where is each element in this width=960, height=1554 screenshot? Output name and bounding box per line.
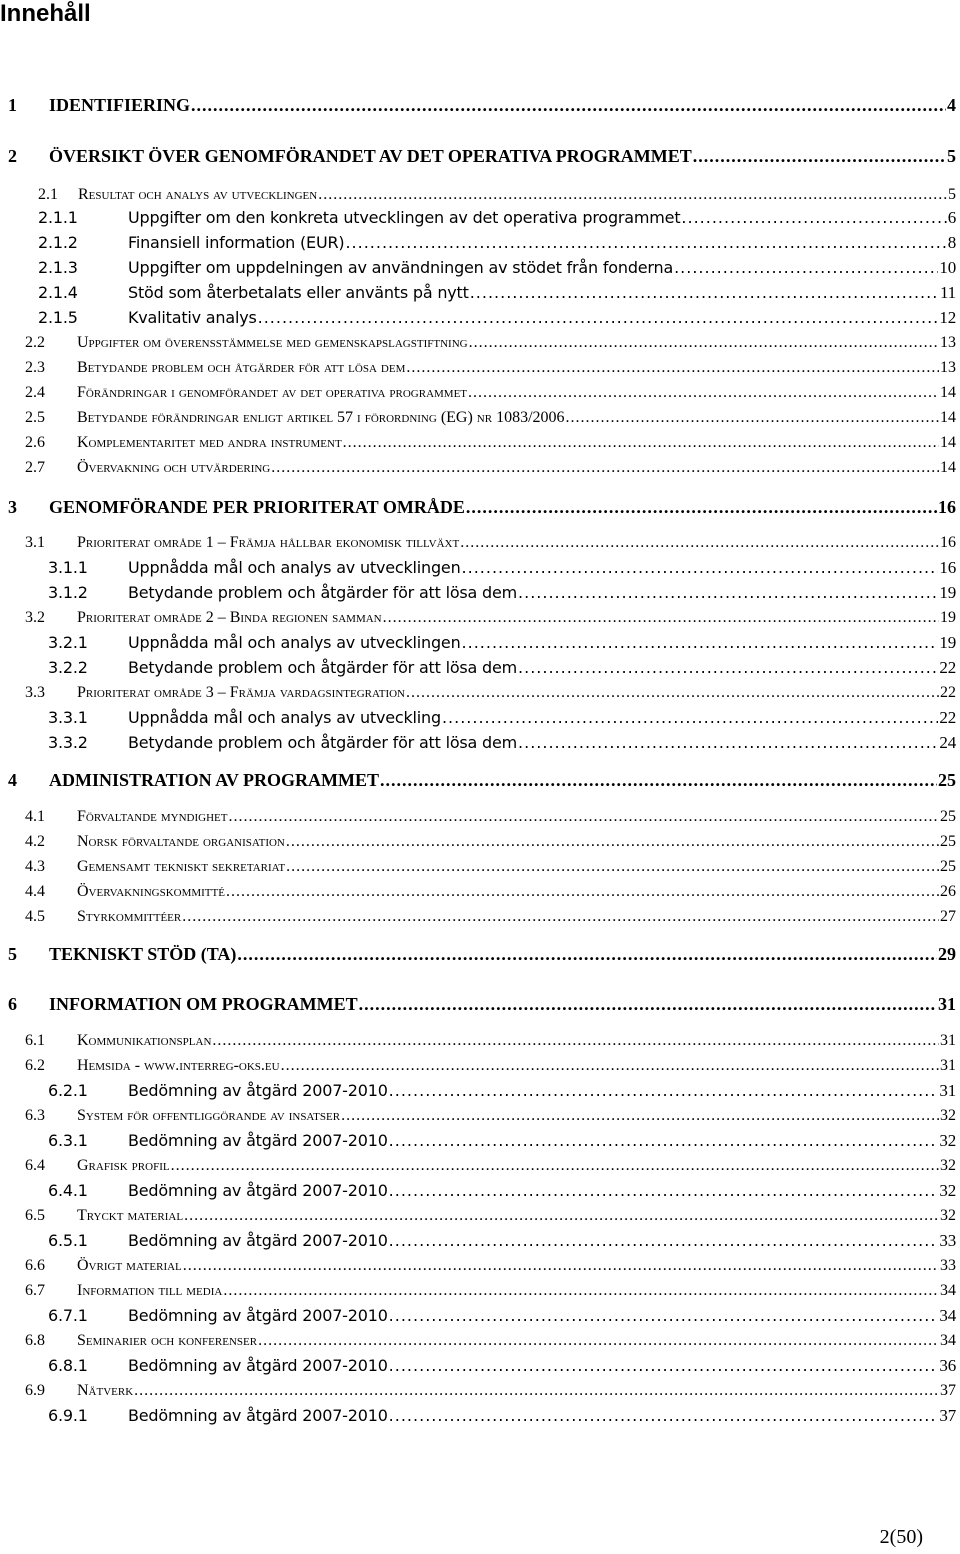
toc-entry[interactable] <box>0 707 960 729</box>
toc-entry-number: 6.5 <box>25 1207 45 1224</box>
toc-leader-dots <box>258 1330 939 1352</box>
toc-entry[interactable] <box>0 1305 960 1327</box>
toc-entry[interactable] <box>0 769 960 791</box>
toc-entry-title: Grafisk profil <box>77 1157 170 1174</box>
toc-entry[interactable] <box>0 357 960 379</box>
toc-entry-number: 3.1.2 <box>48 583 88 602</box>
toc-entry-number: 2.5 <box>25 409 45 426</box>
toc-entry[interactable] <box>0 732 960 754</box>
toc-entry-title: Resultat och analys av utvecklingen <box>78 186 318 203</box>
toc-entry-title: Betydande problem och åtgärder för att lösa dem <box>128 583 518 602</box>
toc-entry-page: 13 <box>940 359 956 376</box>
toc-entry[interactable] <box>0 145 960 167</box>
toc-entry-page: 10 <box>939 258 956 277</box>
toc-entry-title: Nätverk <box>77 1382 134 1399</box>
toc-entry-number: 6 <box>8 994 17 1014</box>
toc-leader-dots <box>226 881 939 903</box>
toc-entry-page: 27 <box>940 908 956 925</box>
toc-entry-number: 3.1.1 <box>48 558 88 577</box>
toc-entry[interactable] <box>0 432 960 454</box>
toc-entry-title: Hemsida - www.interreg-oks.eu <box>77 1057 280 1074</box>
toc-entry-title: Övrigt material <box>77 1257 182 1274</box>
toc-entry-number: 6.2 <box>25 1057 45 1074</box>
toc-entry-number: 3.3.2 <box>48 733 88 752</box>
toc-entry-title: Betydande problem och åtgärder för att lösa dem <box>128 658 518 677</box>
toc-entry-title: Betydande förändringar enligt artikel 57 i förordning (EG) nr 1083/2006 <box>77 409 565 426</box>
toc-entry-number: 2.1.3 <box>38 258 78 277</box>
toc-entry-number: 4.2 <box>25 833 45 850</box>
toc-entry-page: 25 <box>940 808 956 825</box>
toc-entry[interactable] <box>0 1280 960 1302</box>
toc-entry[interactable] <box>0 1055 960 1077</box>
toc-entry-title: ADMINISTRATION AV PROGRAMMET <box>49 770 380 790</box>
toc-entry-title: Uppnådda mål och analys av utvecklingen <box>128 558 461 577</box>
toc-entry-page: 19 <box>939 633 956 652</box>
toc-entry[interactable] <box>0 257 960 279</box>
toc-entry-title: Uppnådda mål och analys av utvecklingen <box>128 633 461 652</box>
toc-leader-dots <box>212 1030 939 1052</box>
toc-leader-dots <box>389 1230 939 1252</box>
toc-entry-page: 22 <box>940 684 956 701</box>
toc-entry-page: 33 <box>939 1231 956 1250</box>
toc-leader-dots <box>383 607 939 629</box>
toc-entry[interactable] <box>0 831 960 853</box>
toc-entry[interactable] <box>0 906 960 928</box>
toc-entry-title: Kvalitativ analys <box>128 308 257 327</box>
toc-entry-number: 2.1.4 <box>38 283 78 302</box>
toc-entry[interactable] <box>0 557 960 579</box>
toc-leader-dots <box>389 1080 939 1102</box>
toc-entry[interactable] <box>0 307 960 329</box>
toc-entry-number: 6.7.1 <box>48 1306 88 1325</box>
toc-entry-title: Kommunikationsplan <box>77 1032 212 1049</box>
toc-entry-title: INFORMATION OM PROGRAMMET <box>49 994 358 1014</box>
toc-entry-title: Uppgifter om uppdelningen av användningen av stödet från fonderna <box>128 258 674 277</box>
toc-entry-page: 31 <box>939 1081 956 1100</box>
toc-entry-number: 2.1.1 <box>38 208 78 227</box>
toc-entry-page: 4 <box>947 95 956 115</box>
toc-leader-dots <box>389 1355 939 1377</box>
toc-entry[interactable] <box>0 1030 960 1052</box>
toc-leader-dots <box>460 532 939 554</box>
toc-leader-dots <box>271 457 939 479</box>
toc-entry-number: 6.7 <box>25 1282 45 1299</box>
toc-entry-page: 14 <box>940 384 956 401</box>
toc-entry-number: 2.1 <box>38 186 58 203</box>
toc-entry-page: 34 <box>940 1282 956 1299</box>
toc-entry-title: Prioriterat område 2 – Binda regionen samman <box>77 609 382 626</box>
toc-entry-number: 6.4.1 <box>48 1181 88 1200</box>
toc-leader-dots <box>191 94 946 116</box>
toc-entry[interactable] <box>0 1255 960 1277</box>
toc-entry-page: 5 <box>948 186 956 203</box>
toc-leader-dots <box>258 307 939 329</box>
toc-entry-number: 6.5.1 <box>48 1231 88 1250</box>
toc-leader-dots <box>674 257 938 279</box>
toc-leader-dots <box>462 557 939 579</box>
toc-entry-page: 29 <box>938 944 956 964</box>
toc-leader-dots <box>341 1105 939 1127</box>
toc-entry-title: Finansiell information (EUR) <box>128 233 345 252</box>
toc-entry-title: Förvaltande myndighet <box>77 808 228 825</box>
toc-entry-page: 34 <box>940 1332 956 1349</box>
toc-entry-number: 3.2.2 <box>48 658 88 677</box>
toc-leader-dots <box>518 732 938 754</box>
toc-entry[interactable] <box>0 207 960 229</box>
toc-entry-number: 6.1 <box>25 1032 45 1049</box>
toc-leader-dots <box>228 806 939 828</box>
toc-entry-title: TEKNISKT STÖD (TA) <box>49 944 237 964</box>
toc-entry-number: 2.3 <box>25 359 45 376</box>
toc-entry-title: Komplementaritet med andra instrument <box>77 434 342 451</box>
toc-entry-page: 8 <box>947 233 956 252</box>
toc-entry-title: Styrkommittéer <box>77 908 182 925</box>
toc-entry-title: Betydande problem och åtgärder för att lösa dem <box>77 359 406 376</box>
toc-entry-title: Tryckt material <box>77 1207 184 1224</box>
toc-entry-title: Uppgifter om överensstämmelse med gemenskapslagstiftning <box>77 334 468 351</box>
toc-entry[interactable] <box>0 332 960 354</box>
toc-entry[interactable] <box>0 657 960 679</box>
toc-entry-page: 31 <box>940 1057 956 1074</box>
toc-entry[interactable] <box>0 856 960 878</box>
toc-leader-dots <box>406 682 939 704</box>
toc-entry-page: 16 <box>939 558 956 577</box>
toc-entry-title: Stöd som återbetalats eller använts på nytt <box>128 283 469 302</box>
toc-leader-dots <box>389 1405 939 1427</box>
toc-entry-page: 33 <box>940 1257 956 1274</box>
toc-entry-title: Gemensamt tekniskt sekretariat <box>77 858 286 875</box>
toc-entry-title: Bedömning av åtgärd 2007-2010 <box>128 1131 388 1150</box>
toc-entry-number: 2.6 <box>25 434 45 451</box>
toc-entry-page: 36 <box>939 1356 956 1375</box>
toc-entry-number: 4.4 <box>25 883 45 900</box>
toc-entry-title: Bedömning av åtgärd 2007-2010 <box>128 1231 388 1250</box>
toc-entry-number: 6.9.1 <box>48 1406 88 1425</box>
toc-entry-number: 6.3 <box>25 1107 45 1124</box>
toc-entry-page: 5 <box>947 146 956 166</box>
toc-entry-page: 14 <box>940 434 956 451</box>
toc-entry-number: 3 <box>8 497 17 517</box>
toc-leader-dots <box>566 407 939 429</box>
toc-entry[interactable] <box>0 282 960 304</box>
toc-entry-page: 32 <box>940 1207 956 1224</box>
toc-entry[interactable] <box>0 1330 960 1352</box>
toc-entry-page: 16 <box>940 534 956 551</box>
toc-leader-dots <box>468 382 939 404</box>
toc-leader-dots <box>442 707 938 729</box>
toc-leader-dots <box>389 1130 939 1152</box>
toc-entry-title: Bedömning av åtgärd 2007-2010 <box>128 1406 388 1425</box>
toc-entry-page: 16 <box>938 497 956 517</box>
toc-entry-number: 1 <box>8 95 17 115</box>
page-number: 2(50) <box>879 1526 923 1548</box>
toc-leader-dots <box>183 1255 939 1277</box>
toc-entry-number: 6.8.1 <box>48 1356 88 1375</box>
toc-leader-dots <box>223 1280 939 1302</box>
toc-entry-number: 5 <box>8 944 17 964</box>
toc-entry-page: 14 <box>940 459 956 476</box>
toc-entry-title: Bedömning av åtgärd 2007-2010 <box>128 1306 388 1325</box>
toc-entry[interactable] <box>0 496 960 518</box>
toc-leader-dots <box>462 632 939 654</box>
toc-entry-page: 37 <box>939 1406 956 1425</box>
toc-entry[interactable] <box>0 1230 960 1252</box>
toc-leader-dots <box>518 582 938 604</box>
toc-entry-title: Norsk förvaltande organisation <box>77 833 285 850</box>
toc-leader-dots <box>281 1055 939 1077</box>
toc-entry[interactable] <box>0 993 960 1015</box>
toc-leader-dots <box>343 432 939 454</box>
toc-entry-number: 6.4 <box>25 1157 45 1174</box>
toc-entry-number: 4.5 <box>25 908 45 925</box>
toc-entry-title: Prioriterat område 3 – Främja vardagsintegration <box>77 684 405 701</box>
toc-entry-title: GENOMFÖRANDE PER PRIORITERAT OMRÅDE <box>49 497 465 517</box>
toc-entry[interactable] <box>0 1355 960 1377</box>
toc-entry-number: 2.4 <box>25 384 45 401</box>
toc-entry[interactable] <box>0 943 960 965</box>
toc-leader-dots <box>171 1155 939 1177</box>
toc-leader-dots <box>389 1180 939 1202</box>
toc-entry-title: Seminarier och konferenser <box>77 1332 258 1349</box>
toc-entry-page: 11 <box>940 283 956 302</box>
toc-entry-page: 24 <box>939 733 956 752</box>
toc-entry[interactable] <box>0 881 960 903</box>
toc-entry-page: 14 <box>940 409 956 426</box>
toc-leader-dots <box>237 943 937 965</box>
toc-entry-number: 3.1 <box>25 534 45 551</box>
toc-entry[interactable] <box>0 806 960 828</box>
toc-entry[interactable] <box>0 582 960 604</box>
toc-leader-dots <box>693 145 946 167</box>
toc-leader-dots <box>134 1380 939 1402</box>
toc-entry[interactable] <box>0 407 960 429</box>
toc-entry-number: 2.7 <box>25 459 45 476</box>
toc-entry-title: Prioriterat område 1 – Främja hållbar ekonomisk tillväxt <box>77 534 460 551</box>
toc-leader-dots <box>380 769 937 791</box>
toc-entry[interactable] <box>0 94 960 116</box>
toc-entry[interactable] <box>0 632 960 654</box>
toc-entry-title: Bedömning av åtgärd 2007-2010 <box>128 1181 388 1200</box>
toc-entry-title: ÖVERSIKT ÖVER GENOMFÖRANDET AV DET OPERATIVA PROGRAMMET <box>49 146 692 166</box>
toc-entry-title: Övervakningskommitté <box>77 883 225 900</box>
toc-leader-dots <box>469 332 939 354</box>
toc-entry[interactable] <box>0 1205 960 1227</box>
toc-entry-page: 25 <box>938 770 956 790</box>
toc-entry[interactable] <box>0 1155 960 1177</box>
toc-entry-page: 13 <box>940 334 956 351</box>
toc-entry-title: System för offentliggörande av insatser <box>77 1107 341 1124</box>
toc-entry-number: 6.6 <box>25 1257 45 1274</box>
toc-entry[interactable] <box>0 457 960 479</box>
toc-entry-page: 34 <box>939 1306 956 1325</box>
toc-leader-dots <box>406 357 939 379</box>
toc-entry-title: Bedömning av åtgärd 2007-2010 <box>128 1081 388 1100</box>
toc-entry-number: 2.1.5 <box>38 308 78 327</box>
toc-entry[interactable] <box>0 682 960 704</box>
toc-entry[interactable] <box>0 1180 960 1202</box>
toc-entry-page: 25 <box>940 833 956 850</box>
toc-entry[interactable] <box>0 532 960 554</box>
toc-leader-dots <box>359 993 937 1015</box>
toc-leader-dots <box>681 207 946 229</box>
toc-entry-number: 4.1 <box>25 808 45 825</box>
toc-entry-page: 12 <box>939 308 956 327</box>
toc-leader-dots <box>518 657 938 679</box>
toc-leader-dots <box>318 184 947 206</box>
toc-entry-title: Uppnådda mål och analys av utveckling <box>128 708 441 727</box>
toc-leader-dots <box>286 856 939 878</box>
toc-entry-page: 6 <box>947 208 956 227</box>
toc-entry-page: 19 <box>940 609 956 626</box>
toc-entry-number: 2.1.2 <box>38 233 78 252</box>
toc-entry-number: 2.2 <box>25 334 45 351</box>
toc-entry-number: 3.3.1 <box>48 708 88 727</box>
toc-entry-title: Bedömning av åtgärd 2007-2010 <box>128 1356 388 1375</box>
toc-entry-number: 3.2 <box>25 609 45 626</box>
toc-entry-page: 32 <box>939 1131 956 1150</box>
toc-entry-page: 37 <box>940 1382 956 1399</box>
toc-leader-dots <box>466 496 937 518</box>
toc-entry-number: 6.9 <box>25 1382 45 1399</box>
toc-entry-number: 6.3.1 <box>48 1131 88 1150</box>
toc-entry-page: 22 <box>939 708 956 727</box>
toc-entry[interactable] <box>0 1080 960 1102</box>
toc-entry-title: Information till media <box>77 1282 223 1299</box>
toc-entry[interactable] <box>0 184 960 206</box>
toc-entry[interactable] <box>0 1405 960 1427</box>
toc-leader-dots <box>345 232 946 254</box>
toc-entry[interactable] <box>0 382 960 404</box>
toc-entry-number: 2 <box>8 146 17 166</box>
toc-entry-number: 3.2.1 <box>48 633 88 652</box>
toc-entry-page: 19 <box>939 583 956 602</box>
toc-entry-page: 31 <box>938 994 956 1014</box>
toc-leader-dots <box>389 1305 939 1327</box>
toc-entry-number: 6.2.1 <box>48 1081 88 1100</box>
toc-entry[interactable] <box>0 1380 960 1402</box>
toc-leader-dots <box>182 906 939 928</box>
toc-entry[interactable] <box>0 607 960 629</box>
toc-entry-title: Betydande problem och åtgärder för att lösa dem <box>128 733 518 752</box>
toc-entry-page: 25 <box>940 858 956 875</box>
toc-entry-page: 22 <box>939 658 956 677</box>
toc-entry-number: 4.3 <box>25 858 45 875</box>
toc-entry-page: 32 <box>939 1181 956 1200</box>
toc-entry[interactable] <box>0 232 960 254</box>
toc-entry-number: 3.3 <box>25 684 45 701</box>
page-title: Innehåll <box>0 0 91 27</box>
toc-entry-page: 26 <box>940 883 956 900</box>
toc-leader-dots <box>184 1205 939 1227</box>
toc-entry-number: 6.8 <box>25 1332 45 1349</box>
toc-entry-title: Övervakning och utvärdering <box>77 459 271 476</box>
toc-entry-page: 31 <box>940 1032 956 1049</box>
toc-entry-page: 32 <box>940 1107 956 1124</box>
toc-entry[interactable] <box>0 1130 960 1152</box>
toc-entry-title: Uppgifter om den konkreta utvecklingen av det operativa programmet <box>128 208 681 227</box>
toc-entry-page: 32 <box>940 1157 956 1174</box>
toc-entry-title: Förändringar i genomförandet av det operativa programmet <box>77 384 468 401</box>
toc-entry-number: 4 <box>8 770 17 790</box>
toc-leader-dots <box>286 831 939 853</box>
toc-entry[interactable] <box>0 1105 960 1127</box>
toc-entry-title: IDENTIFIERING <box>49 95 191 115</box>
toc-leader-dots <box>470 282 939 304</box>
